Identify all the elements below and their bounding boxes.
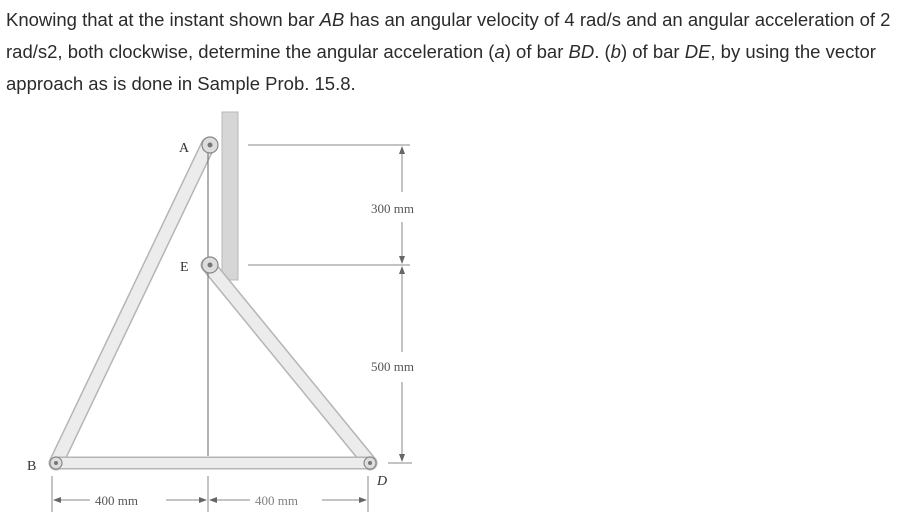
problem-text-6: , by using the vector approach as is done in Sample Prob. 15.8. [6, 41, 876, 94]
problem-text-5: ) of bar [620, 41, 685, 62]
problem-text-1: Knowing that at the instant shown bar [6, 9, 320, 30]
pin-d-icon [364, 457, 376, 469]
problem-text-2: has an angular velocity of 4 rad/s and an angular acceleration of 2 rad/s2, both clockwise, determine the angular acceleration ( [6, 9, 891, 62]
pin-b-icon [50, 457, 62, 469]
pin-e-icon [202, 257, 218, 273]
part-b-label: b [610, 41, 621, 62]
label-point-d: D [377, 474, 388, 489]
part-a-label: a [494, 41, 505, 62]
bar-de-label: DE [684, 41, 711, 62]
label-point-a: A [179, 141, 190, 156]
dimension-500mm: 500 mm [371, 359, 414, 374]
wall-support [222, 112, 238, 280]
dimension-300mm: 300 mm [371, 201, 414, 216]
bar-ab-label: AB [319, 9, 345, 30]
problem-text-3: ) of bar [504, 41, 569, 62]
label-point-e: E [180, 260, 189, 275]
bar-de [208, 265, 370, 463]
dimension-400mm-right: 400 mm [255, 493, 298, 508]
pin-a-icon [202, 137, 218, 153]
bar-ab [56, 145, 208, 463]
problem-text-4: . ( [594, 41, 611, 62]
bar-bd-label: BD [568, 41, 595, 62]
label-point-b: B [27, 459, 37, 474]
dimension-400mm-left: 400 mm [95, 493, 138, 508]
